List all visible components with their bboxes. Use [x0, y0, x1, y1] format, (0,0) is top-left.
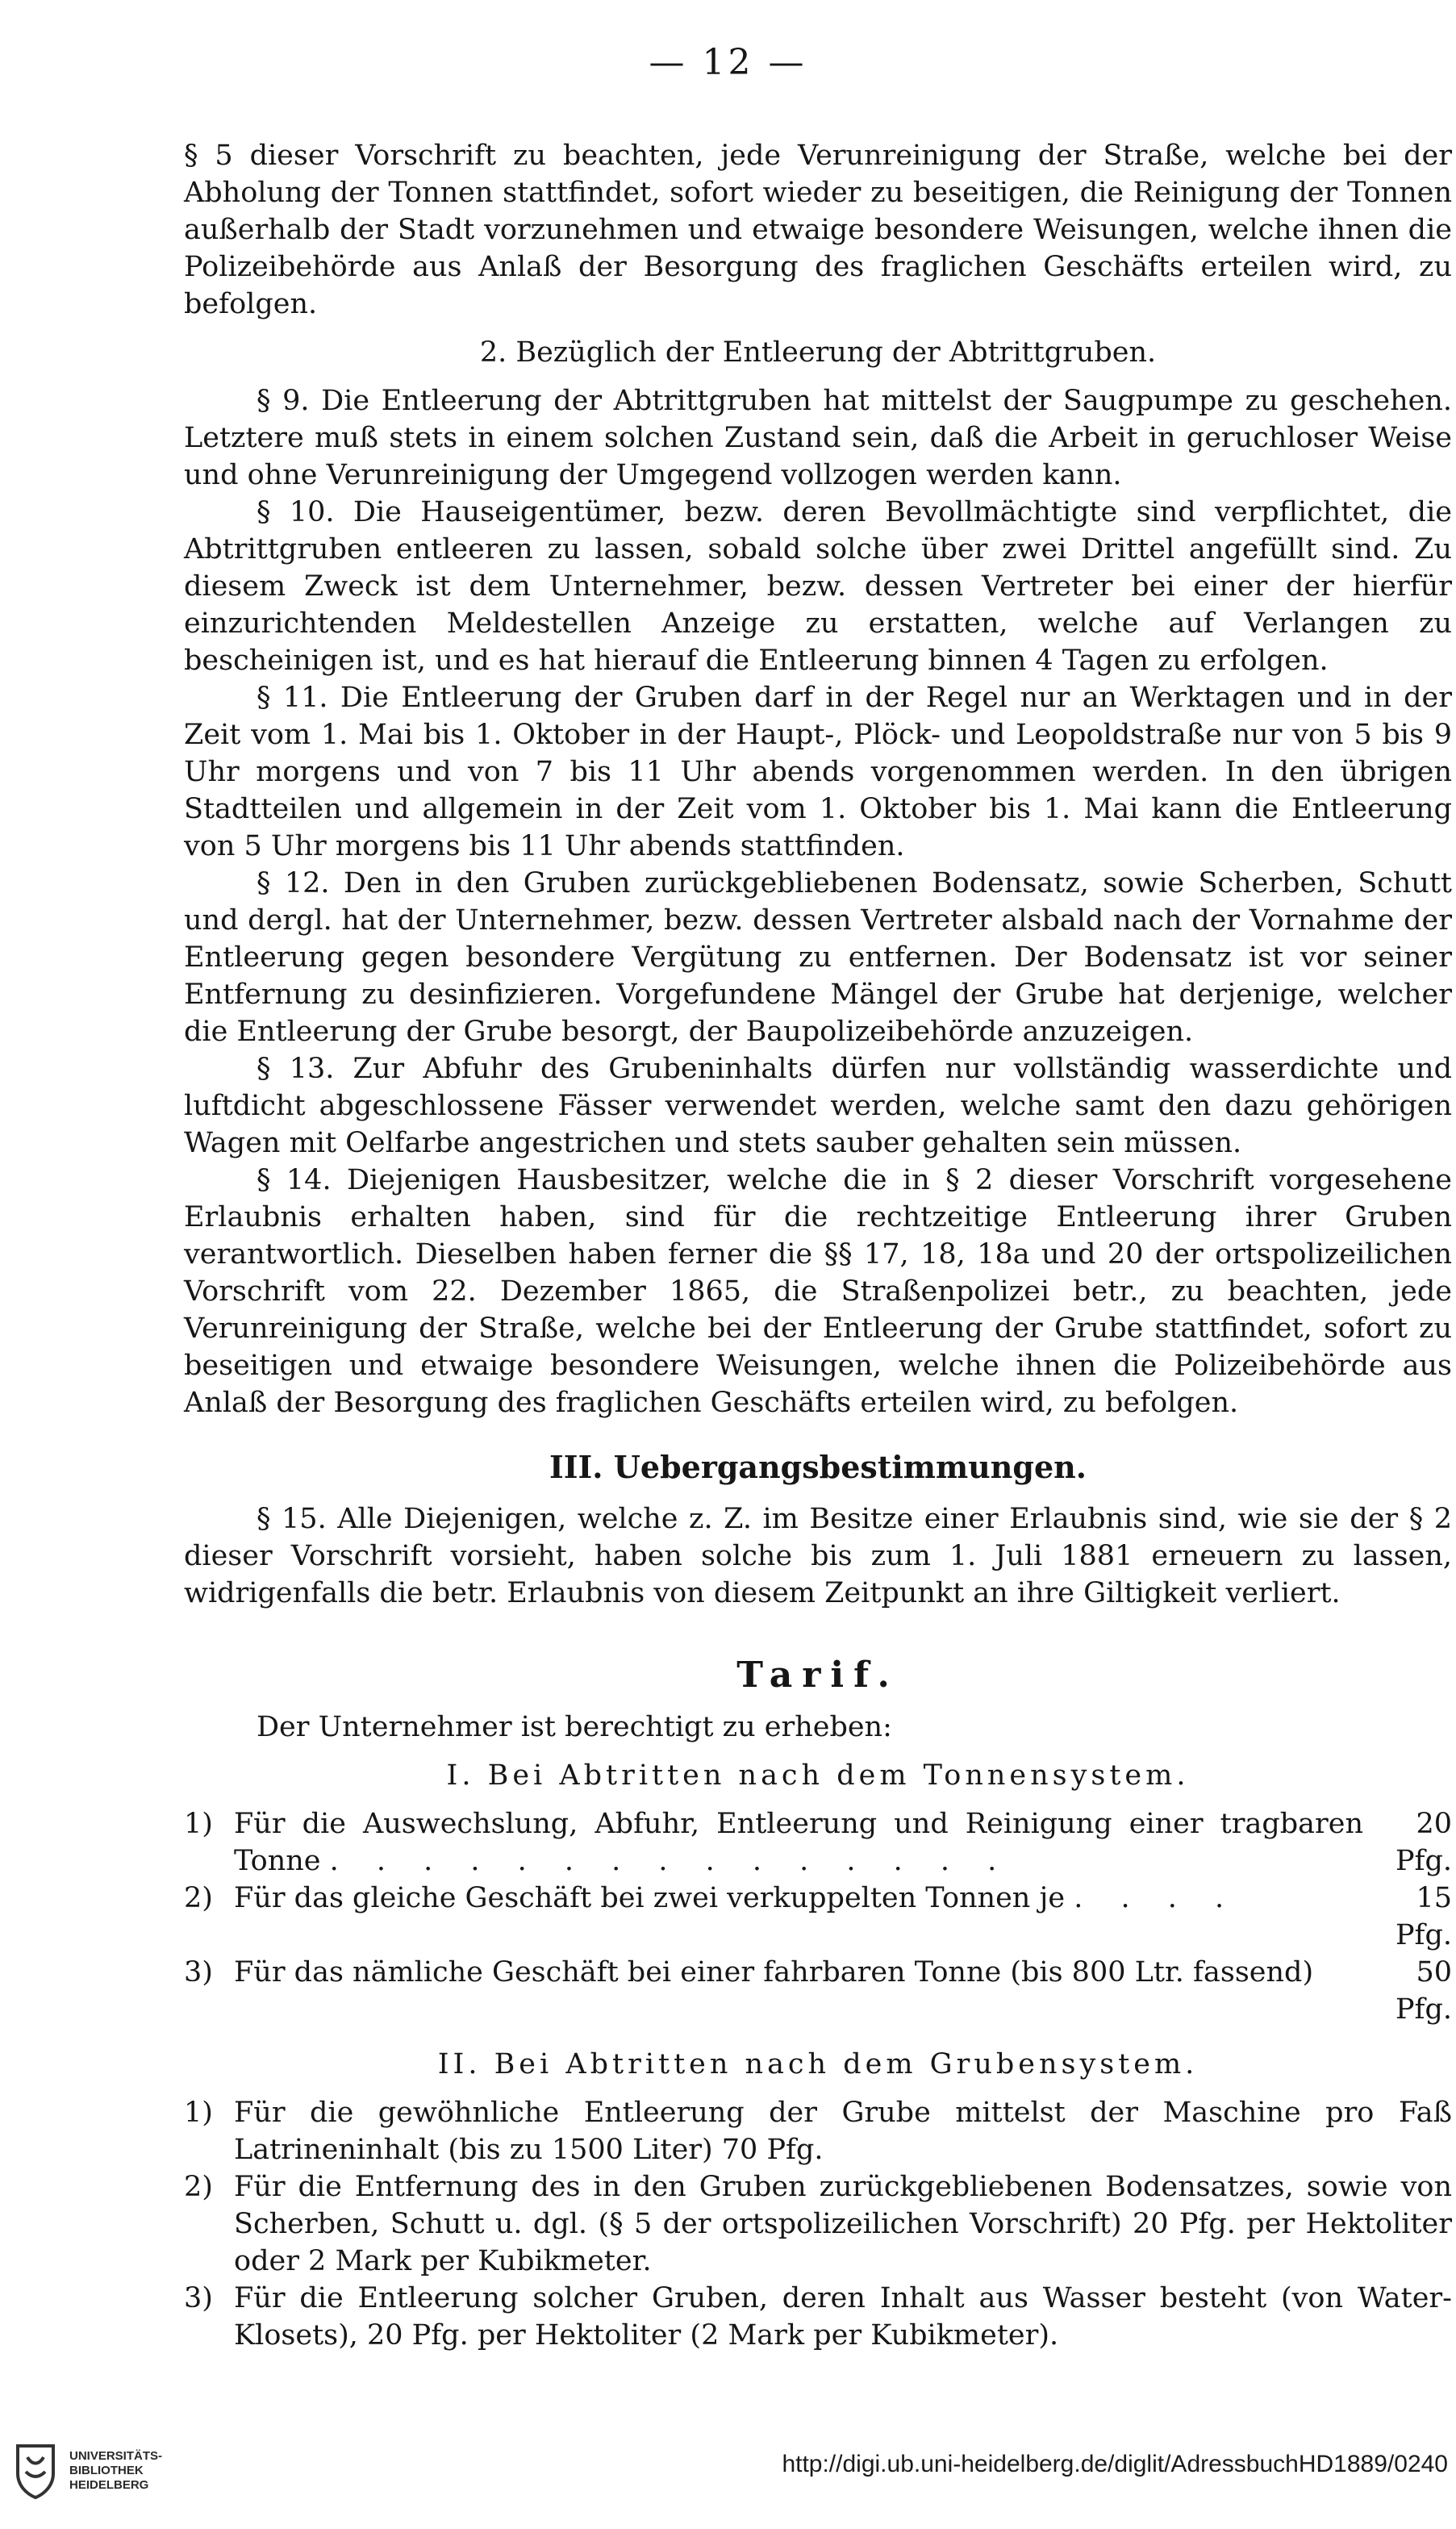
item-number: 1)	[184, 1808, 213, 1840]
item-text: Für die Entleerung solcher Gruben, deren Inhalt aus Wasser besteht (von Water-Klosets), 20 Pfg. per Hektoliter (2 Mark per Kubikmeter).	[234, 2282, 1452, 2352]
tarif-item	[184, 1805, 1452, 1880]
item-text-content: Für das nämliche Geschäft bei einer fahrbaren Tonne (bis 800 Ltr. fassend)	[234, 1956, 1314, 1989]
leader-dots: . . . . . . . . . . . . . . .	[329, 1845, 1012, 1877]
item-text: Für die Entfernung des in den Gruben zurückgebliebenen Bodensatzes, sowie von Scherben, Schutt u. dgl. (§ 5 der ortspolizeilichen Vorschrift) 20 Pfg. per Hektoliter oder 2 Mark per Kubikmeter.	[234, 2171, 1452, 2277]
logo-line: HEIDELBERG	[69, 2478, 149, 2492]
item-text: Für die gewöhnliche Entleerung der Grube mittelst der Maschine pro Faß Latrineninhalt (bis zu 1500 Liter) 70 Pfg.	[234, 2097, 1452, 2166]
logo-line: UNIVERSITÄTS-	[69, 2449, 163, 2463]
paragraph-11: § 11. Die Entleerung der Gruben darf in der Regel nur an Werktagen und in der Zeit vom 1. Mai bis 1. Oktober in der Haupt-, Plöck- und Leopoldstraße nur von 5 bis 9 Uhr morgens und von 7 bis 11 Uhr abends vorgenommen werden. In den übrigen Stadtteilen und allgemein in der Zeit vom 1. Oktober bis 1. Mai kann die Entleerung von 5 Uhr morgens bis 11 Uhr abends stattfinden.	[184, 682, 1452, 862]
tarif-item	[184, 2094, 1452, 2168]
item-number: 2)	[184, 2171, 213, 2203]
tarif-item	[184, 2280, 1452, 2354]
tarif-section-2-title: II. Bei Abtritten nach dem Grubensystem.	[437, 2048, 1199, 2080]
item-price: 50 Pfg.	[1395, 1956, 1452, 2026]
item-text-content: Für die Auswechslung, Abfuhr, Entleerung und Reinigung einer tragbaren Tonne	[234, 1808, 1363, 1877]
item-number: 3)	[184, 1956, 213, 1989]
source-url-link[interactable]: http://digi.ub.uni-heidelberg.de/diglit/AdressbuchHD1889/0240	[782, 2451, 1448, 2477]
item-price: 20 Pfg.	[1395, 1808, 1452, 1877]
paragraph: § 5 dieser Vorschrift zu beachten, jede Verunreinigung der Straße, welche bei der Abholung der Tonnen stattfindet, sofort wieder zu beseitigen, die Reinigung der Tonnen außerhalb der Stadt vorzunehmen und etwaige besondere Weisungen, welche ihnen die Polizeibehörde aus Anlaß der Besorgung des fraglichen Geschäfts erteilen wird, zu befolgen.	[184, 140, 1452, 320]
seal-icon	[13, 2443, 58, 2499]
item-number: 2)	[184, 1882, 213, 1914]
document-body	[184, 137, 1452, 2354]
footer	[0, 2420, 1456, 2529]
paragraph-15: § 15. Alle Diejenigen, welche z. Z. im Besitze einer Erlaubnis sind, wie sie der § 2 dieser Vorschrift vorsieht, haben solche bis zum 1. Juli 1881 erneuern zu lassen, widrigenfalls die betr. Erlaubnis von diesem Zeitpunkt an ihre Giltigkeit verliert.	[184, 1503, 1452, 1609]
paragraph-12: § 12. Den in den Gruben zurückgebliebenen Bodensatz, sowie Scherben, Schutt und dergl. hat der Unternehmer, bezw. dessen Vertreter alsbald nach der Vornahme der Entleerung gegen besondere Vergütung zu entfernen. Der Bodensatz ist vor seiner Entfernung zu desinfizieren. Vorgefundene Mängel der Grube hat derjenige, welcher die Entleerung der Grube besorgt, der Baupolizeibehörde anzuzeigen.	[184, 867, 1452, 1048]
tarif-item	[184, 1954, 1452, 2028]
paragraph-9: § 9. Die Entleerung der Abtrittgruben hat mittelst der Saugpumpe zu geschehen. Letztere muß stets in einem solchen Zustand sein, daß die Arbeit in geruchloser Weise und ohne Verunreinigung der Umgegend vollzogen werden kann.	[184, 385, 1452, 491]
page-number: — 12 —	[649, 42, 807, 83]
tarif-section-1-title: I. Bei Abtritten nach dem Tonnensystem.	[446, 1759, 1190, 1792]
logo-text	[69, 2449, 162, 2493]
tarif-item	[184, 1880, 1452, 1954]
tarif-item	[184, 2168, 1452, 2280]
item-text-content: Für das gleiche Geschäft bei zwei verkuppelten Tonnen je	[234, 1882, 1066, 1914]
logo-line: BIBLIOTHEK	[69, 2464, 144, 2477]
paragraph-13: § 13. Zur Abfuhr des Grubeninhalts dürfen nur vollständig wasserdichte und luftdicht abgeschlossene Fässer verwendet werden, welche samt den dazu gehörigen Wagen mit Oelfarbe angestrichen und stets sauber gehalten sein müssen.	[184, 1053, 1452, 1159]
paragraph-10: § 10. Die Hauseigentümer, bezw. deren Bevollmächtigte sind verpflichtet, die Abtrittgruben entleeren zu lassen, sobald solche über zwei Drittel angefüllt sind. Zu diesem Zweck ist dem Unternehmer, bezw. dessen Vertreter bei einer der hierfür einzurichtenden Meldestellen Anzeige zu erstatten, welche auf Verlangen zu bescheinigen ist, und es hat hierauf die Entleerung binnen 4 Tagen zu erfolgen.	[184, 496, 1452, 677]
item-price: 15 Pfg.	[1395, 1882, 1452, 1951]
section-heading-3: III. Uebergangsbestimmungen.	[549, 1449, 1087, 1485]
section-heading-2: 2. Bezüglich der Entleerung der Abtrittgruben.	[479, 336, 1157, 369]
item-number: 3)	[184, 2282, 213, 2314]
item-number: 1)	[184, 2097, 213, 2129]
paragraph-14: § 14. Diejenigen Hausbesitzer, welche die in § 2 dieser Vorschrift vorgesehene Erlaubnis erhalten haben, sind für die rechtzeitige Entleerung ihrer Gruben verantwortlich. Dieselben haben ferner die §§ 17, 18, 18a und 20 der ortspolizeilichen Vorschrift vom 22. Dezember 1865, die Straßenpolizei betr., zu beachten, jede Verunreinigung der Straße, welche bei der Entleerung der Grube stattfindet, sofort zu beseitigen und etwaige besondere Weisungen, welche ihnen die Polizeibehörde aus Anlaß der Besorgung des fraglichen Geschäfts erteilen wird, zu befolgen.	[184, 1164, 1452, 1419]
leader-dots: . . . .	[1074, 1882, 1239, 1914]
item-text	[234, 1954, 1363, 1991]
tarif-heading: Tarif.	[736, 1655, 899, 1696]
item-text	[234, 1880, 1363, 1917]
item-text	[234, 1805, 1363, 1880]
library-logo	[13, 2435, 182, 2507]
tarif-intro: Der Unternehmer ist berechtigt zu erheben:	[257, 1711, 892, 1743]
